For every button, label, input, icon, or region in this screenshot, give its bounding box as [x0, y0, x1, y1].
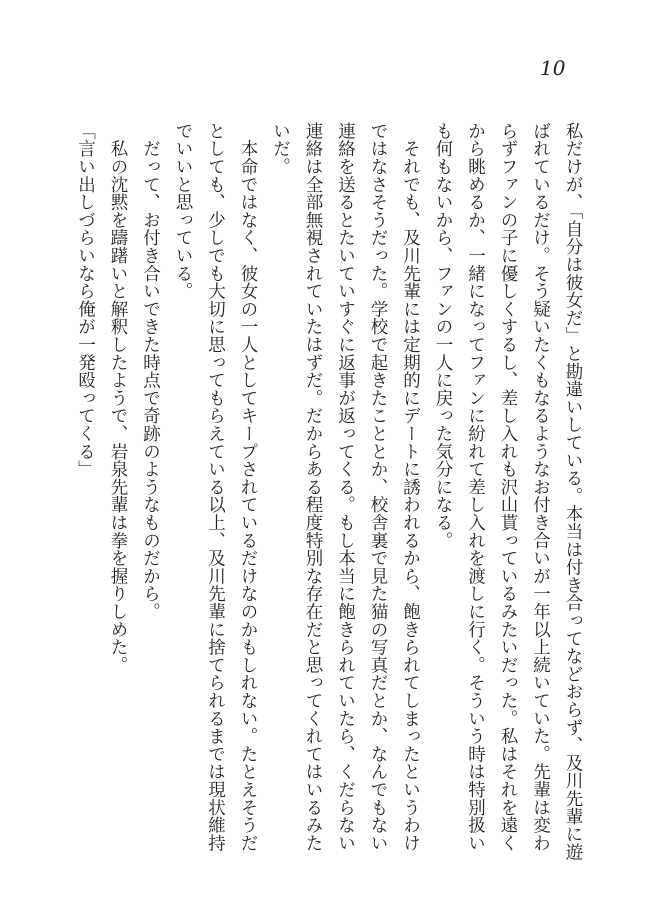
paragraph-3: 本命ではなく、彼女の一人としてキープされているだけなのかもしれない。たとえそうだとしても、少しでも大切に思ってもらえている以上、及川先輩に捨てられるまでは現状維持でいいと思っている。	[173, 122, 258, 852]
paragraph-2: それでも、及川先輩には定期的にデートに誘われるから、飽きられてしまったというわけではなさそうだった。学校で起きたこととか、校舎裏で見た猫の写真だとか、なんでもない連絡を送るとたいていすぐに返事が返ってくる。もし本当に飽きられていたら、くだらない連絡は全部無視されていたはずだ。だからある程度特別な存在だと思ってくれてはいるみたいだ。	[270, 122, 421, 852]
paragraph-1: 私だけが、「自分は彼女だ」と勘違いしている。本当は付き合ってなどおらず、及川先輩に遊ばれているだけ。そう疑いたくもなるようなお付き合いが一年以上続いていた。先輩は変わらずファンの子に優しくするし、差し入れも沢山貰っているみたいだった。私はそれを遠くから眺めるか、一緒になってファンに紛れて差し入れを渡しに行く。そういう時は特別扱いも何もないから、ファンの一人に戻った気分になる。	[433, 122, 583, 861]
paragraph-5: 私の沈黙を躊躇いと解釈したようで、岩泉先輩は拳を握りしめた。	[108, 122, 128, 674]
paragraph-6: 「言い出しづらいなら俺が一発殴ってくる」	[75, 122, 96, 478]
page-number: 10	[540, 56, 566, 80]
paragraph-4: だって、お付き合いできた時点で奇跡のようなものだから。	[140, 122, 161, 621]
novel-body-text	[59, 122, 589, 862]
